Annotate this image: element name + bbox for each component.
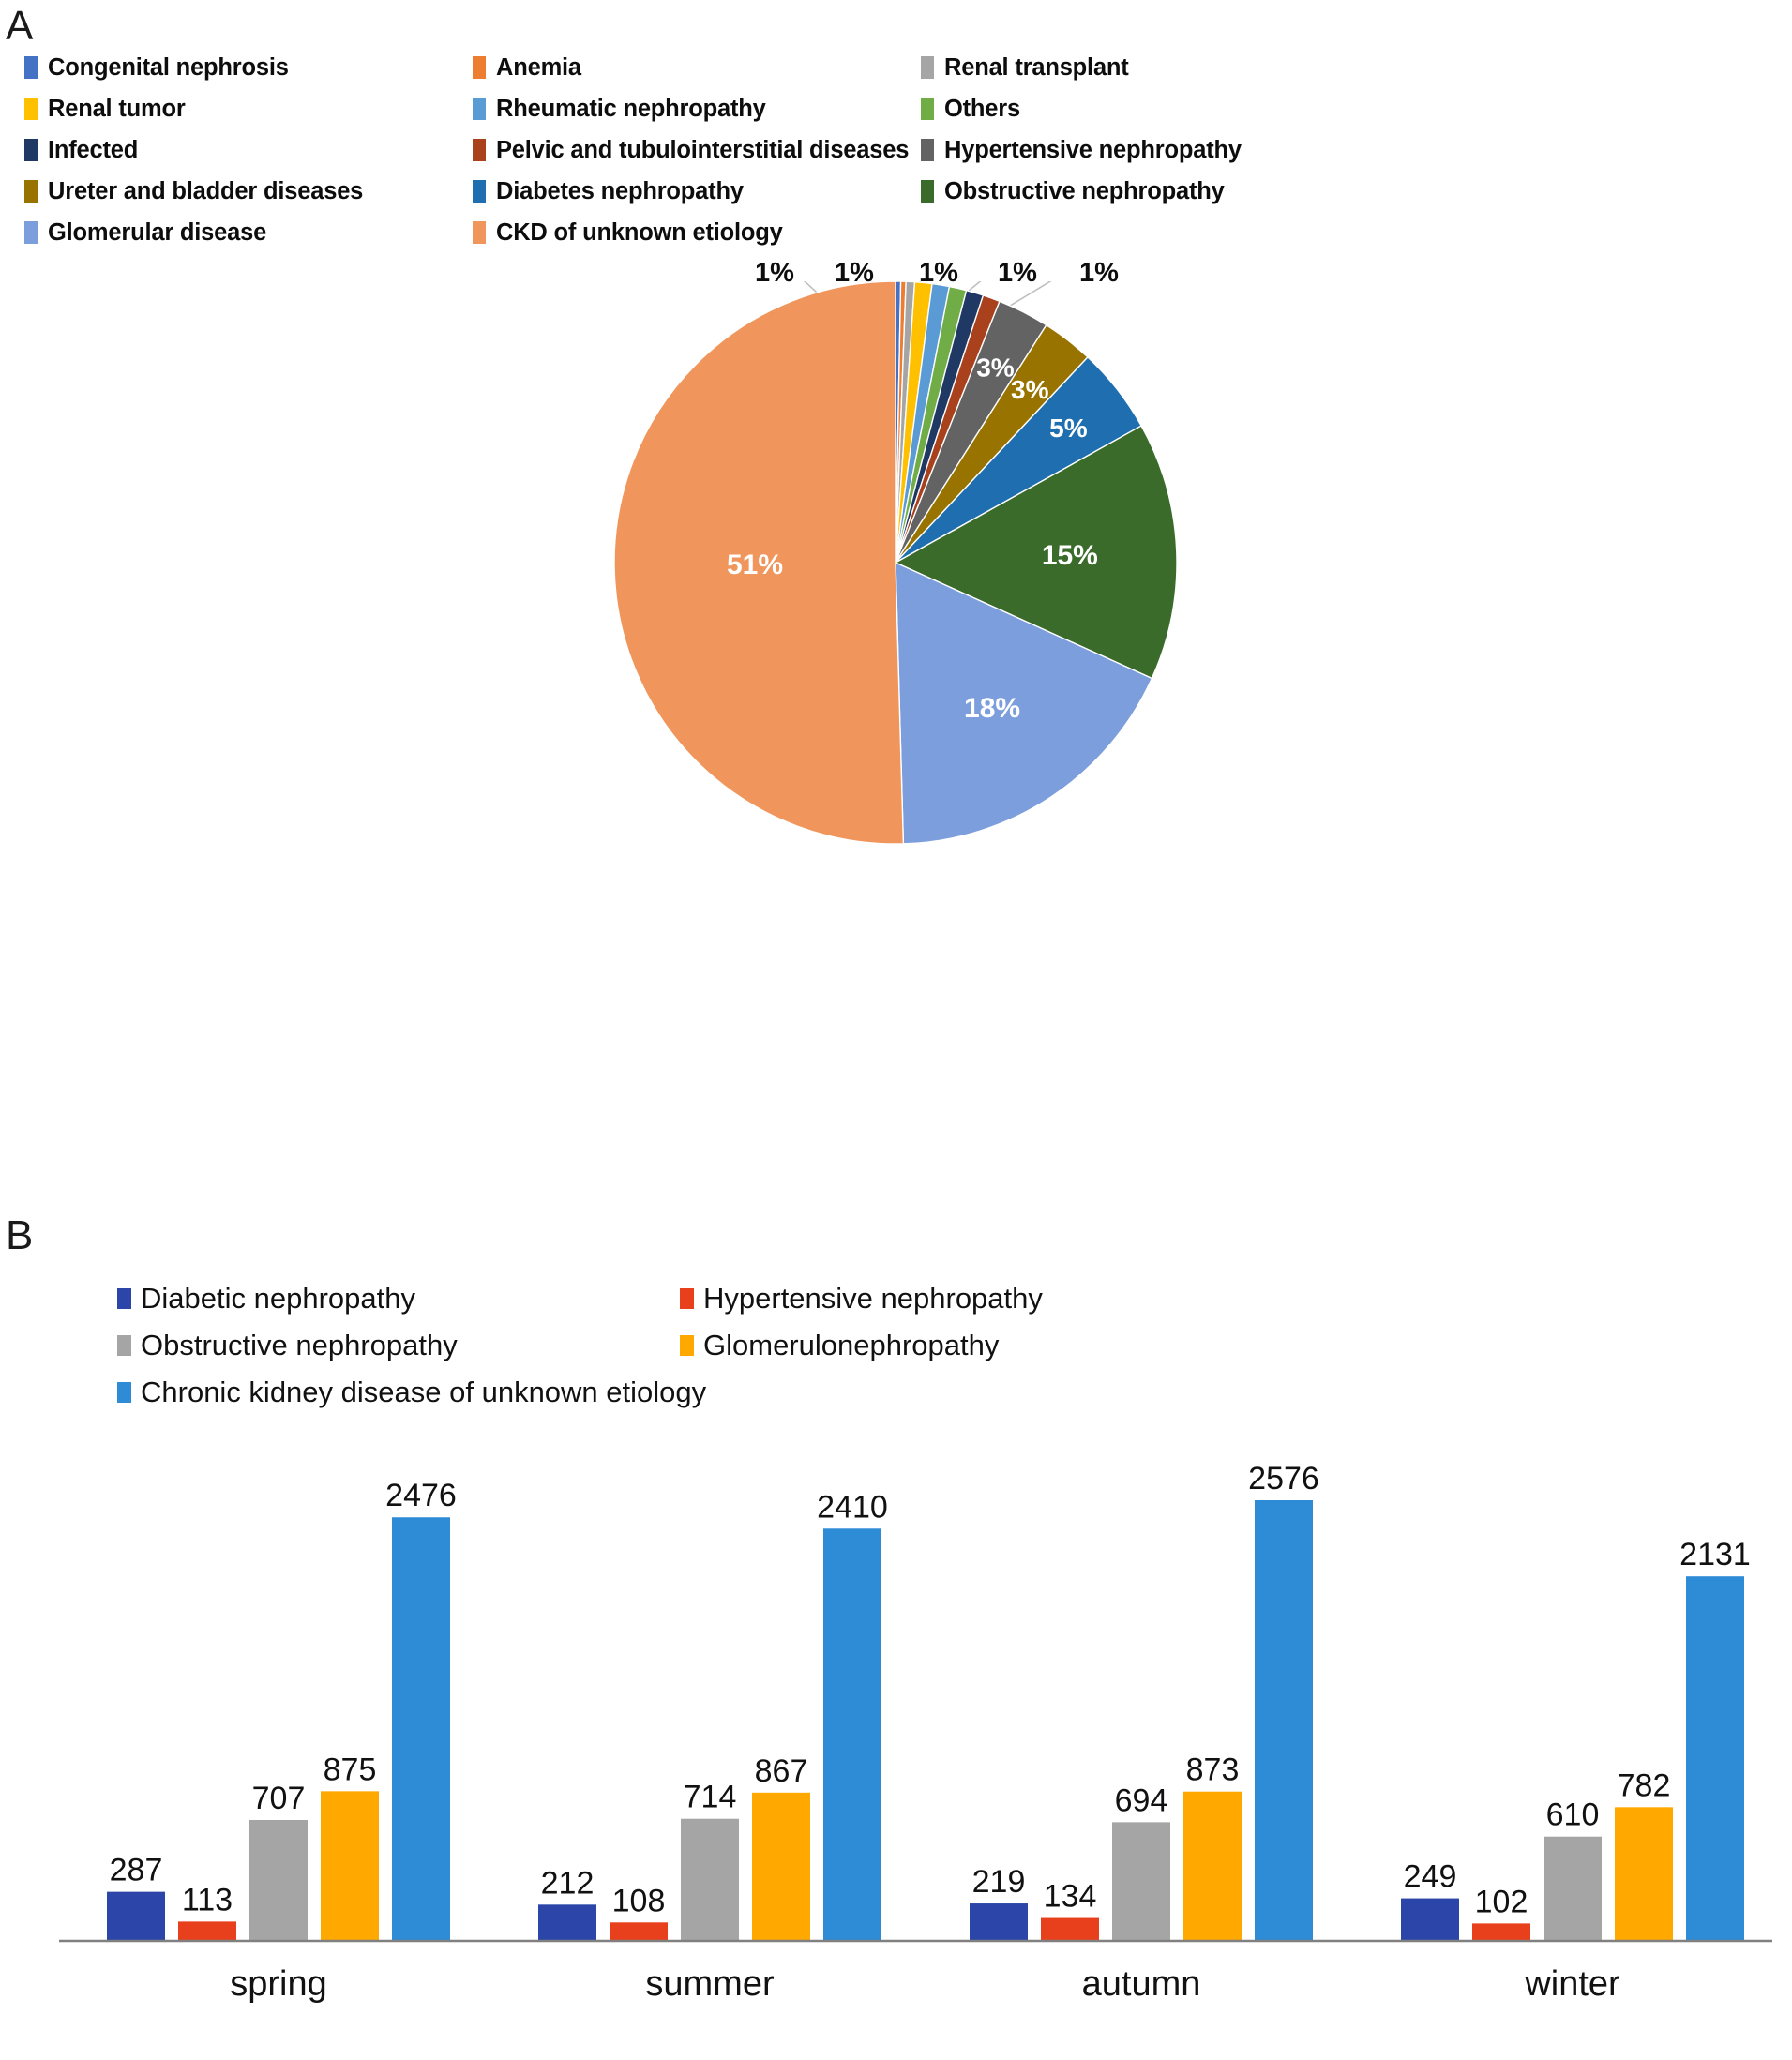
bar-legend-item-diabetic-nephropathy — [117, 1275, 680, 1322]
legend-swatch-icon — [473, 56, 486, 79]
bar-chart-panel — [52, 1256, 1777, 2044]
pie-chart — [0, 258, 1792, 900]
legend-label: Hypertensive nephropathy — [703, 1282, 1043, 1315]
panel-b-label: B — [6, 1212, 34, 1258]
legend-label: CKD of unknown etiology — [496, 218, 783, 246]
pie-outside-label: 1% — [835, 258, 874, 288]
bar-legend-item-hypertensive-nephropathy — [680, 1275, 1242, 1322]
legend-label: Others — [944, 95, 1020, 122]
legend-item-pelvic-tubulointerstitial — [473, 129, 921, 171]
bar — [1686, 1576, 1744, 1941]
bar — [1472, 1923, 1530, 1941]
legend-label: Renal tumor — [48, 95, 186, 122]
pie-outside-labels — [0, 244, 1792, 356]
legend-item-hypertensive-nephropathy — [921, 129, 1371, 171]
legend-item-anemia — [473, 47, 921, 88]
pie-outside-label: 1% — [919, 258, 958, 288]
bar-value-label: 2476 — [385, 1478, 457, 1514]
bar-value-label: 694 — [1114, 1782, 1168, 1819]
bar-value-label: 707 — [251, 1781, 306, 1817]
category-label: summer — [645, 1964, 775, 2004]
legend-label: Anemia — [496, 53, 581, 81]
bars-group — [107, 1500, 1744, 1941]
bar — [392, 1517, 450, 1941]
legend-item-ureter-bladder — [24, 171, 473, 212]
bar — [1255, 1500, 1313, 1941]
bar-chart-svg — [52, 1435, 1777, 2035]
category-label: winter — [1525, 1964, 1620, 2004]
legend-label: Obstructive nephropathy — [141, 1329, 458, 1361]
pie-outside-label: 1% — [1079, 258, 1119, 288]
legend-swatch-icon — [473, 139, 486, 161]
pie-outside-label: 1% — [755, 258, 794, 288]
bar — [107, 1892, 165, 1941]
legend-label: Hypertensive nephropathy — [944, 136, 1242, 163]
bar-value-label: 610 — [1545, 1797, 1600, 1833]
legend-label: Chronic kidney disease of unknown etiology — [141, 1376, 707, 1408]
bar — [178, 1921, 236, 1941]
legend-swatch-icon — [24, 221, 38, 244]
bar — [752, 1793, 810, 1941]
pie-slice-label: 5% — [1049, 413, 1088, 443]
legend-label: Diabetes nephropathy — [496, 177, 744, 204]
bar-value-label: 219 — [971, 1864, 1026, 1901]
legend-swatch-icon — [117, 1335, 131, 1356]
legend-label: Diabetic nephropathy — [141, 1282, 415, 1315]
bar — [681, 1819, 739, 1941]
legend-swatch-icon — [921, 56, 934, 79]
category-label: autumn — [1081, 1964, 1201, 2004]
legend-label: Pelvic and tubulointerstitial diseases — [496, 136, 910, 163]
legend-swatch-icon — [921, 139, 934, 161]
legend-swatch-icon — [473, 98, 486, 120]
legend-swatch-icon — [117, 1382, 131, 1403]
bar-value-label: 113 — [181, 1882, 233, 1918]
category-label: spring — [230, 1964, 327, 2004]
legend-swatch-icon — [24, 98, 38, 120]
legend-swatch-icon — [24, 56, 38, 79]
category-labels — [230, 1964, 1620, 2004]
bar-value-label: 249 — [1403, 1858, 1457, 1895]
legend-swatch-icon — [473, 221, 486, 244]
pie-slice-label: 15% — [1041, 540, 1098, 572]
bar — [1112, 1822, 1170, 1941]
legend-swatch-icon — [921, 98, 934, 120]
bar-value-label: 714 — [683, 1779, 737, 1815]
legend-item-rheumatic-nephropathy — [473, 88, 921, 129]
bar-value-label: 2576 — [1248, 1461, 1319, 1496]
legend-item-obstructive-nephropathy — [921, 171, 1371, 212]
legend-label: Renal transplant — [944, 53, 1129, 81]
bar — [1544, 1837, 1602, 1941]
panel-a-label: A — [6, 3, 34, 49]
legend-label: Congenital nephrosis — [48, 53, 289, 81]
bar-legend — [117, 1275, 1524, 1416]
bar — [1401, 1899, 1459, 1941]
legend-label: Ureter and bladder diseases — [48, 177, 364, 204]
pie-slice-label: 3% — [976, 353, 1015, 383]
bar-value-label: 287 — [109, 1852, 163, 1888]
legend-item-infected — [24, 129, 473, 171]
bar-legend-item-glomerulonephropathy — [680, 1322, 1242, 1369]
legend-item-diabetes-nephropathy — [473, 171, 921, 212]
bar — [249, 1820, 308, 1941]
legend-swatch-icon — [921, 180, 934, 203]
pie-chart-svg — [0, 281, 1792, 900]
bar-value-label: 212 — [540, 1865, 595, 1902]
legend-swatch-icon — [117, 1288, 131, 1309]
legend-label: Obstructive nephropathy — [944, 177, 1225, 204]
legend-swatch-icon — [680, 1335, 694, 1356]
legend-label: Infected — [48, 136, 139, 163]
legend-swatch-icon — [680, 1288, 694, 1309]
bar — [1615, 1807, 1673, 1941]
bar — [1041, 1918, 1099, 1941]
bar-value-label: 782 — [1617, 1767, 1671, 1804]
bar-value-label: 875 — [323, 1752, 377, 1788]
pie-legend — [24, 47, 1778, 253]
bar — [1183, 1792, 1242, 1941]
bar — [823, 1528, 881, 1941]
bar — [610, 1922, 668, 1941]
legend-swatch-icon — [473, 180, 486, 203]
bar — [321, 1791, 379, 1941]
legend-swatch-icon — [24, 139, 38, 161]
pie-slice-label: 18% — [964, 692, 1021, 724]
legend-item-congenital-nephrosis — [24, 47, 473, 88]
bar-value-label: 134 — [1043, 1878, 1097, 1915]
pie-slice-label: 51% — [726, 549, 784, 581]
bar-legend-item-ckd-unknown-etiology — [117, 1369, 1242, 1416]
bar-value-label: 867 — [754, 1752, 808, 1789]
bar — [970, 1903, 1028, 1941]
bar-value-label: 873 — [1185, 1752, 1240, 1788]
bar-value-label: 102 — [1474, 1884, 1528, 1920]
legend-item-renal-transplant — [921, 47, 1371, 88]
legend-label: Rheumatic nephropathy — [496, 95, 766, 122]
bar-value-label: 2131 — [1679, 1537, 1751, 1573]
bar-legend-item-obstructive-nephropathy — [117, 1322, 680, 1369]
legend-label: Glomerular disease — [48, 218, 267, 246]
legend-item-others — [921, 88, 1371, 129]
pie-outside-label: 1% — [998, 258, 1037, 288]
legend-label: Glomerulonephropathy — [703, 1329, 1000, 1361]
pie-slice-label: 3% — [1011, 374, 1049, 404]
legend-swatch-icon — [24, 180, 38, 203]
bar-value-label: 108 — [611, 1883, 666, 1919]
bar-value-label: 2410 — [817, 1489, 888, 1526]
legend-item-renal-tumor — [24, 88, 473, 129]
bar — [538, 1904, 596, 1941]
